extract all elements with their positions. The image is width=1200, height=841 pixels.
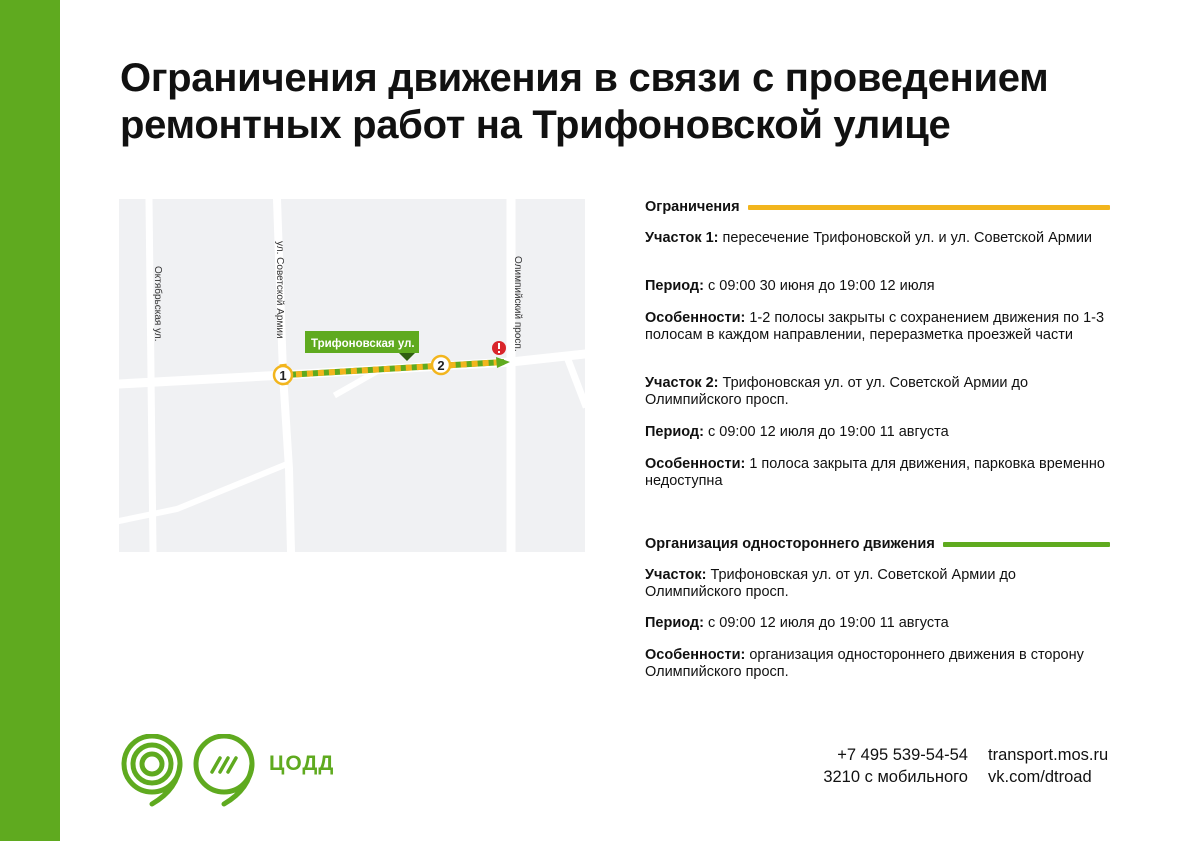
street-label-olimpiyskiy: Олимпийский просп. — [512, 256, 523, 352]
road-east-branch — [567, 357, 585, 404]
marker-1-label: 1 — [279, 368, 287, 383]
links-block — [988, 744, 1108, 788]
oneway-header-label: Организация одностороннего движения — [645, 536, 935, 552]
road-oktyabrskaya — [149, 199, 153, 552]
features-2-text: Особенности: 1 полоса закрыта для движения, парковка временно недоступна — [645, 456, 1105, 489]
map-graphic — [119, 199, 585, 552]
logo-slashes — [212, 758, 236, 772]
oneway-period-text: Период: с 09:00 12 июля до 19:00 11 августа — [645, 615, 949, 631]
street-map — [119, 199, 585, 552]
codd-logo-mark — [118, 734, 266, 808]
callout-pointer — [399, 353, 415, 361]
site-link[interactable]: transport.mos.ru — [988, 746, 1109, 764]
road-small-2 — [119, 464, 287, 521]
left-accent-bar — [0, 0, 60, 841]
contacts-block — [808, 744, 968, 788]
section-1-text: Участок 1: пересечение Трифоновской ул. и ул. Советской Армии — [645, 230, 1093, 246]
oneway-header — [645, 536, 1110, 553]
restrictions-header-line — [748, 205, 1110, 210]
oneway-header-line — [943, 542, 1110, 547]
restrictions-header-label: Ограничения — [645, 199, 740, 215]
oneway-section-text: Участок: Трифоновская ул. от ул. Советской Армии до Олимпийского просп. — [645, 567, 1016, 600]
features-1-text: Особенности: 1-2 полосы закрыты с сохранением движения по 1-3 полосам в каждом направлении, переразметка проезжей части — [645, 310, 1105, 343]
section-2-text: Участок 2: Трифоновская ул. от ул. Советской Армии до Олимпийского просп. — [645, 375, 1029, 408]
oneway-features-text: Особенности: организация одностороннего движения в сторону Олимпийского просп. — [645, 647, 1084, 680]
street-label-sovetskoy-armii: ул. Советской Армии — [274, 241, 285, 339]
page-title — [120, 55, 1150, 149]
title-line-1: Ограничения движения в связи с проведением — [120, 56, 1049, 100]
mobile-number: 3210 с мобильного — [823, 768, 968, 786]
street-callout-label: Трифоновская ул. — [311, 338, 415, 350]
phone-number[interactable]: +7 495 539-54-54 — [837, 746, 968, 764]
marker-2-label: 2 — [437, 358, 445, 373]
title-line-2: ремонтных работ на Трифоновской улице — [120, 103, 951, 147]
restrictions-header — [645, 199, 1110, 216]
vk-link[interactable]: vk.com/dtroad — [988, 768, 1092, 786]
street-label-oktyabrskaya: Октябрьская ул. — [152, 266, 163, 342]
logo-ring-middle — [133, 745, 171, 783]
period-2-text: Период: с 09:00 12 июля до 19:00 11 августа — [645, 424, 949, 440]
codd-logo-text: ЦОДД — [269, 752, 335, 775]
period-1-text: Период: с 09:00 30 июня до 19:00 12 июля — [645, 278, 935, 294]
logo-ring-inner — [142, 754, 162, 774]
